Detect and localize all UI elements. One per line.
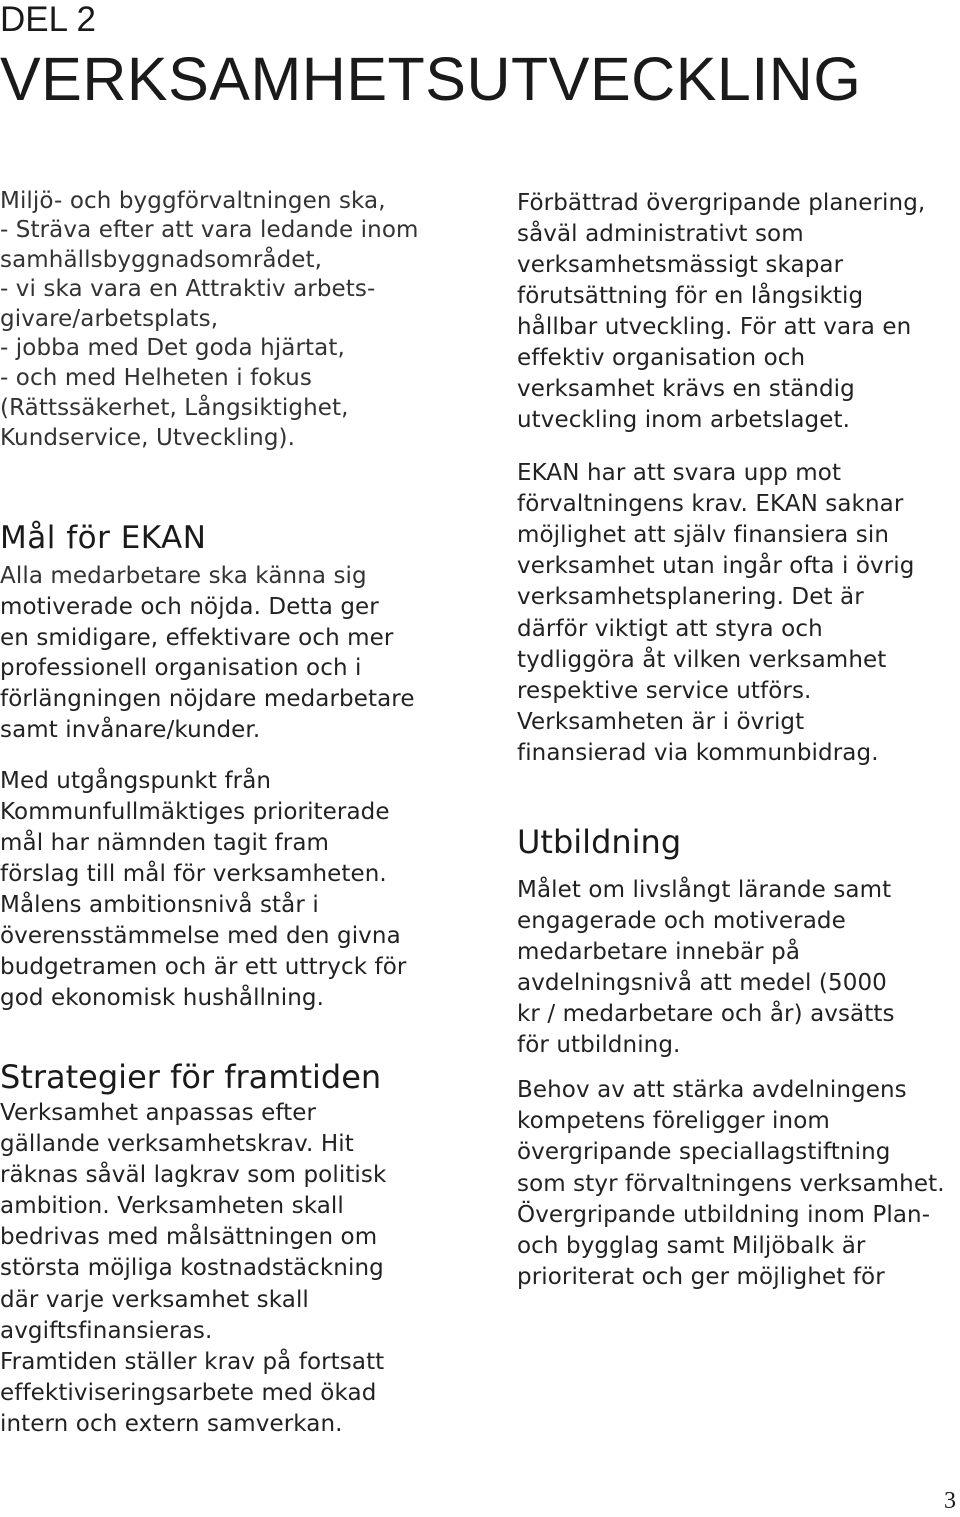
goal-line: motiverade och nöjda. Detta ger	[0, 594, 379, 620]
intro-line: Miljö- och byggförvaltningen ska,	[0, 188, 386, 214]
education-line: Målet om livslångt lärande samt	[517, 877, 892, 903]
education-line: Behov av att stärka avdelningens	[517, 1077, 907, 1103]
planning-line: utveckling inom arbetslaget.	[517, 407, 851, 433]
ekan-line: respektive service utförs.	[517, 678, 812, 704]
intro-line: Kundservice, Utveckling).	[0, 425, 296, 451]
education-line: övergripande speciallagstiftning	[517, 1139, 891, 1165]
intro-line: - vi ska vara en Attraktiv arbets-	[0, 276, 376, 302]
intro-line: - och med Helheten i fokus	[0, 365, 312, 391]
ekan-line: Verksamheten är i övrigt	[517, 709, 805, 735]
goal-line: professionell organisation och i	[0, 655, 362, 681]
ekan-line: finansierad via kommunbidrag.	[517, 740, 879, 766]
goal-line: god ekonomisk hushållning.	[0, 985, 325, 1011]
intro-line: givare/arbetsplats,	[0, 306, 219, 332]
goal-line: förlängningen nöjdare medarbetare	[0, 686, 415, 712]
goal-line: förslag till mål för verksamheten.	[0, 861, 387, 887]
goal-line: mål har nämnden tagit fram	[0, 830, 330, 856]
education-line: prioriterat och ger möjlighet för	[517, 1264, 885, 1290]
strategy-line: Verksamhet anpassas efter	[0, 1100, 317, 1126]
education-line: medarbetare innebär på	[517, 939, 801, 965]
education-heading: Utbildning	[517, 823, 682, 861]
page-number: 3	[944, 1488, 956, 1514]
goal-line: budgetramen och är ett uttryck för	[0, 954, 407, 980]
education-line: kompetens föreligger inom	[517, 1108, 830, 1134]
ekan-line: möjlighet att själv finansiera sin	[517, 522, 889, 548]
intro-line: - Sträva efter att vara ledande inom	[0, 217, 419, 243]
planning-line: förutsättning för en långsiktig	[517, 283, 864, 309]
education-line: Övergripande utbildning inom Plan-	[517, 1202, 931, 1228]
goal-line: Alla medarbetare ska känna sig	[0, 563, 367, 589]
strategy-line: intern och extern samverkan.	[0, 1411, 343, 1437]
planning-line: hållbar utveckling. För att vara en	[517, 314, 912, 340]
page-title: VERKSAMHETSUTVECKLING	[0, 45, 862, 113]
goal-line: Med utgångspunkt från	[0, 768, 272, 794]
ekan-line: verksamhet utan ingår ofta i övrig	[517, 553, 915, 579]
education-line: och bygglag samt Miljöbalk är	[517, 1233, 866, 1259]
planning-line: verksamhet krävs en ständig	[517, 376, 855, 402]
part-label: DEL 2	[0, 0, 96, 39]
goal-line: Målens ambitionsnivå står i	[0, 892, 319, 918]
ekan-line: förvaltningens krav. EKAN saknar	[517, 491, 904, 517]
education-line: engagerade och motiverade	[517, 908, 846, 934]
strategy-line: största möjliga kostnadstäckning	[0, 1255, 384, 1281]
ekan-line: verksamhetsplanering. Det är	[517, 584, 864, 610]
ekan-line: därför viktigt att styra och	[517, 616, 823, 642]
strategy-line: effektiviseringsarbete med ökad	[0, 1380, 377, 1406]
goal-line: en smidigare, effektivare och mer	[0, 625, 394, 651]
planning-line: såväl administrativt som	[517, 221, 804, 247]
strategy-line: där varje verksamhet skall	[0, 1287, 309, 1313]
education-line: avdelningsnivå att medel (5000	[517, 970, 887, 996]
strategy-line: Framtiden ställer krav på fortsatt	[0, 1349, 385, 1375]
strategy-heading: Strategier för framtiden	[0, 1058, 382, 1096]
goal-line: överensstämmelse med den givna	[0, 923, 401, 949]
intro-line: - jobba med Det goda hjärtat,	[0, 335, 345, 361]
goal-line: Kommunfullmäktiges prioriterade	[0, 799, 390, 825]
planning-line: Förbättrad övergripande planering,	[517, 190, 926, 216]
intro-line: samhällsbyggnadsområdet,	[0, 247, 323, 273]
strategy-line: avgiftsfinansieras.	[0, 1318, 213, 1344]
strategy-line: gällande verksamhetskrav. Hit	[0, 1131, 354, 1157]
education-line: för utbildning.	[517, 1032, 681, 1058]
planning-line: verksamhetsmässigt skapar	[517, 252, 844, 278]
education-line: som styr förvaltningens verksamhet.	[517, 1171, 945, 1197]
goal-line: samt invånare/kunder.	[0, 717, 261, 743]
strategy-line: bedrivas med målsättningen om	[0, 1224, 378, 1250]
planning-line: effektiv organisation och	[517, 345, 806, 371]
intro-line: (Rättssäkerhet, Långsiktighet,	[0, 395, 349, 421]
ekan-line: tydliggöra åt vilken verksamhet	[517, 647, 887, 673]
education-line: kr / medarbetare och år) avsätts	[517, 1001, 895, 1027]
goal-heading: Mål för EKAN	[0, 520, 207, 556]
ekan-line: EKAN har att svara upp mot	[517, 460, 842, 486]
strategy-line: ambition. Verksamheten skall	[0, 1193, 344, 1219]
strategy-line: räknas såväl lagkrav som politisk	[0, 1162, 387, 1188]
